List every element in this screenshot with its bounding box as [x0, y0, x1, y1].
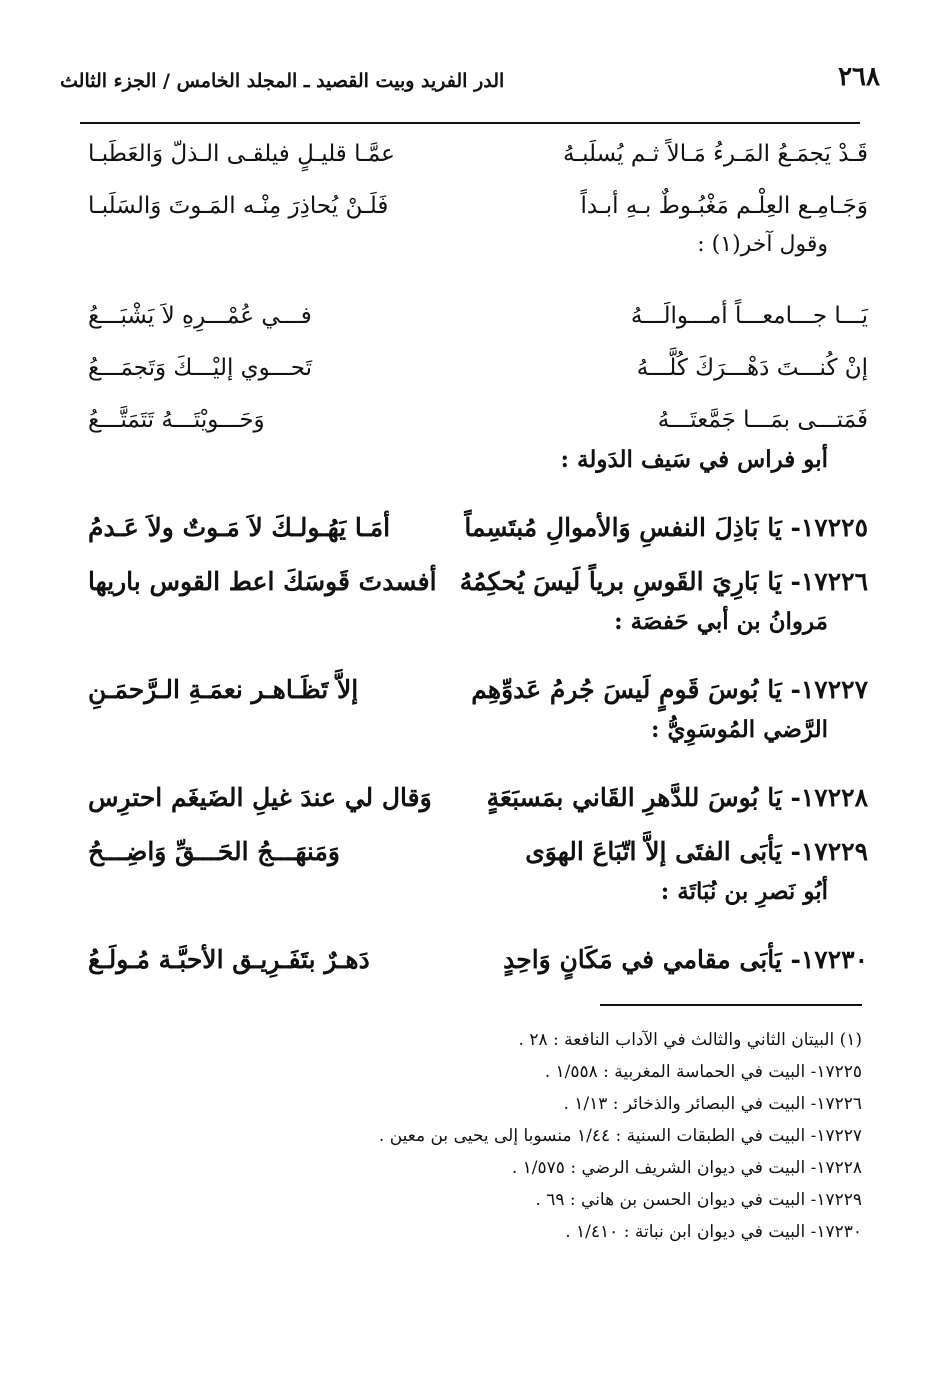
verse-second-hemistich: إلاَّ تَظَـاهـر نعمَـةِ الـرَّحمَـنِ: [88, 674, 359, 704]
verse-first-hemistich: ١٧٢٢٩- يَأبَى الفتَى إلاَّ اتّبَاعَ الهوَى: [525, 836, 868, 866]
verse-second-hemistich: فَلَـنْ يُحاذِرَ مِنْـه المَـوتَ وَالسَلَبـا: [88, 193, 389, 219]
poet-heading: أبو فراس في سَيف الدَولة :: [560, 446, 828, 473]
poet-heading: أبُو نَصرِ بن نُبَاتَة :: [660, 878, 828, 905]
footnote: ١٧٢٢٩- البيت في ديوان الحسن بن هاني : ٦٩ .: [535, 1190, 862, 1210]
numbered-verse: [88, 554, 868, 608]
verse-first-hemistich: ١٧٢٣٠- يَأبَى مقامي في مَكَانٍ وَاحِدٍ: [503, 944, 868, 974]
numbered-verse: [88, 500, 868, 554]
verse-first-hemistich: ١٧٢٢٧- يَا بُوسَ قَومٍ لَيسَ جُرمُ عَدوِّهِم: [471, 674, 868, 704]
verse-second-hemistich: وَحَـــويْتَـــهُ تَتَمَتَّـــعُ: [88, 407, 265, 433]
header-divider: [80, 122, 860, 124]
verse-first-hemistich: ١٧٢٢٥- يَا بَاذِلَ النفسِ وَالأموالِ مُبتَسِماً: [464, 512, 868, 542]
verse-second-hemistich: أفسدتَ قَوسَكَ اعط القوس باريها: [88, 566, 437, 596]
footnote: ١٧٢٢٨- البيت في ديوان الشريف الرضي : ١/٥٧٥ .: [511, 1158, 862, 1178]
numbered-verse: [88, 770, 868, 824]
verse-second-hemistich: وَقال لي عندَ غيلِ الضَيغَم احترِس: [88, 782, 432, 812]
poetry-body: [88, 128, 868, 986]
verse-first-hemistich: إنْ كُنـــتَ دَهْـــرَكَ كُلَّـــهُ: [636, 355, 868, 381]
footnote: ١٧٢٢٦- البيت في البصائر والذخائر : ١/١٣ .: [563, 1094, 862, 1114]
verse-first-hemistich: وَجَـامِـع العِلْـم مَغْبُـوطٌ بـهِ أبـداً: [580, 193, 868, 219]
verse-line: [88, 180, 868, 232]
poet-heading: الرَّضي المُوسَوِيُّ :: [650, 716, 828, 743]
running-title: الدر الفريد وبيت القصيد ـ المجلد الخامس / الجزء الثالث: [60, 70, 505, 92]
verse-first-hemistich: ١٧٢٢٦- يَا بَارِيَ القَوسِ برياً لَيسَ يُحكِمُهُ: [459, 566, 868, 596]
verse-line: [88, 128, 868, 180]
verse-line: [88, 342, 868, 394]
page-number: ٢٦٨: [838, 62, 880, 92]
poet-heading: مَروانُ بن أبي حَفصَة :: [614, 608, 828, 635]
footnote: ١٧٢٢٧- البيت في الطبقات السنية : ١/٤٤ منسوبا إلى يحيى بن معين .: [378, 1126, 862, 1146]
footnote: (١) البيتان الثاني والثالث في الآداب النافعة : ٢٨ .: [518, 1030, 862, 1050]
verse-second-hemistich: دَهـرٌ بتَفَـرِيـق الأحبَّـة مُـولَـعُ: [88, 944, 370, 974]
verse-second-hemistich: عمَّـا قليـلٍ فيلقـى الـذلّ وَالعَطَبـا: [88, 141, 395, 167]
verse-second-hemistich: أمَـا يَهُـولـكَ لاَ مَـوتٌ ولاَ عَـدمُ: [88, 512, 391, 542]
verse-first-hemistich: فَمَتـــى بمَـــا جَمَّعتَـــهُ: [657, 407, 868, 433]
verse-introduction: وقول آخر(١) :: [697, 232, 828, 257]
numbered-verse: [88, 662, 868, 716]
footnote: ١٧٢٣٠- البيت في ديوان ابن نباتة : ١/٤١٠ .: [565, 1222, 862, 1242]
footnote-divider: [600, 1004, 862, 1006]
verse-first-hemistich: يَـــا جـــامعـــاً أمـــوالَـــهُ: [630, 303, 868, 329]
verse-line: [88, 290, 868, 342]
numbered-verse: [88, 824, 868, 878]
page-header: [60, 62, 880, 106]
verse-first-hemistich: ١٧٢٢٨- يَا بُوسَ للدَّهرِ القَاني بمَسبَعَةٍ: [486, 782, 868, 812]
verse-second-hemistich: وَمَنهَـــجُ الحَـــقِّ وَاضِـــحُ: [88, 836, 340, 866]
numbered-verse: [88, 932, 868, 986]
verse-second-hemistich: فـــي عُمْـــرِهِ لاَ يَشْبَـــعُ: [88, 303, 312, 329]
footnotes: [200, 1030, 862, 1254]
footnote: ١٧٢٢٥- البيت في الحماسة المغربية : ١/٥٥٨ .: [544, 1062, 862, 1082]
verse-line: [88, 394, 868, 446]
verse-second-hemistich: تَحـــوي إليْـــكَ وَتَجمَـــعُ: [88, 355, 313, 381]
verse-first-hemistich: قَـدْ يَجمَـعُ المَـرءُ مَـالاً ثـم يُسلَبـهُ: [563, 141, 868, 167]
